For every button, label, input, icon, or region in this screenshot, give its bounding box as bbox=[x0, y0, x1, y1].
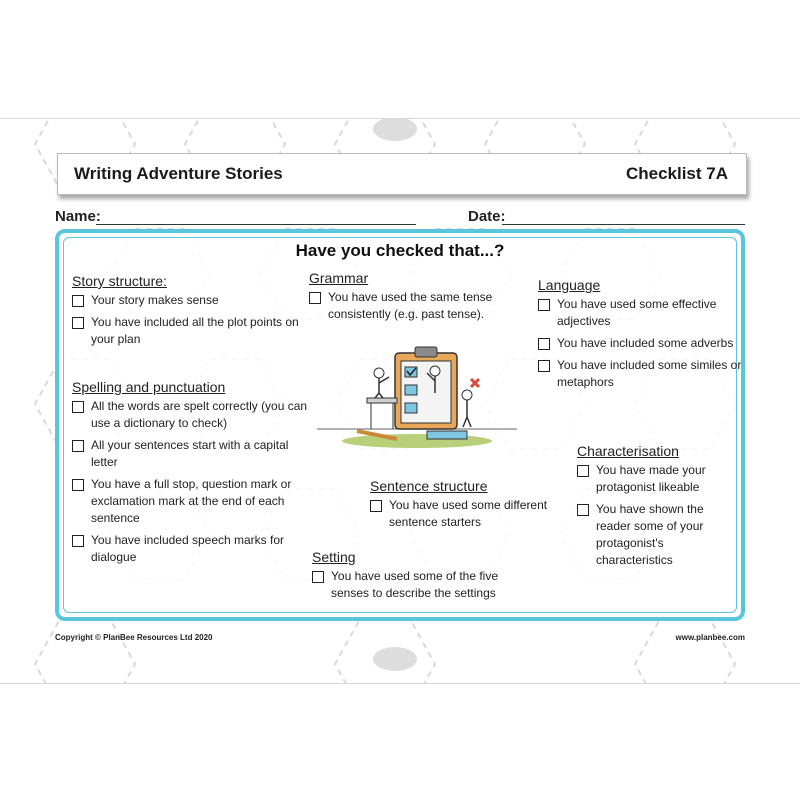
date-field[interactable] bbox=[502, 209, 745, 225]
grass-patch bbox=[342, 434, 492, 448]
checkbox[interactable] bbox=[577, 465, 589, 477]
checkbox[interactable] bbox=[309, 292, 321, 304]
checklist-item[interactable]: You have used some of the five senses to describe the settings bbox=[312, 568, 522, 602]
title-bar bbox=[57, 153, 747, 195]
checklist-item[interactable]: All your sentences start with a capital letter bbox=[72, 437, 317, 471]
checklist-item[interactable]: Your story makes sense bbox=[72, 292, 302, 309]
checklist-item[interactable]: You have used some different sentence starters bbox=[370, 497, 570, 531]
section-title: Spelling and punctuation bbox=[72, 379, 226, 395]
checklist-item[interactable]: All the words are spelt correctly (you can use a dictionary to check) bbox=[72, 398, 317, 432]
section-grammar bbox=[309, 270, 509, 328]
name-label: Name: bbox=[55, 208, 101, 225]
clipboard-clip bbox=[415, 347, 437, 357]
red-cross-mark bbox=[471, 379, 479, 387]
section-story-structure bbox=[72, 273, 302, 353]
checkbox[interactable] bbox=[72, 479, 84, 491]
checkbox[interactable] bbox=[538, 338, 550, 350]
section-title: Language bbox=[538, 277, 601, 293]
section-title: Characterisation bbox=[577, 443, 679, 459]
checkbox[interactable] bbox=[577, 504, 589, 516]
name-field[interactable] bbox=[96, 209, 416, 225]
stick-figure-middle bbox=[430, 366, 440, 376]
checklist-item[interactable]: You have a full stop, question mark or exclamation mark at the end of each sentence bbox=[72, 476, 317, 527]
checklist-panel bbox=[55, 229, 745, 621]
checkbox[interactable] bbox=[72, 295, 84, 307]
checkbox[interactable] bbox=[72, 535, 84, 547]
checkbox[interactable] bbox=[538, 360, 550, 372]
checkbox[interactable] bbox=[312, 571, 324, 583]
section-title: Setting bbox=[312, 549, 356, 565]
worksheet-page bbox=[0, 118, 800, 684]
checkbox[interactable] bbox=[370, 500, 382, 512]
scaffold-plank bbox=[367, 398, 397, 403]
checkbox[interactable] bbox=[72, 401, 84, 413]
checklist-item[interactable]: You have shown the reader some of your protagonist's characteristics bbox=[577, 501, 727, 569]
copyright-text: Copyright © PlanBee Resources Ltd 2020 bbox=[55, 633, 213, 642]
section-spelling-punctuation bbox=[72, 379, 317, 571]
stick-figure-right bbox=[462, 390, 472, 400]
book bbox=[427, 431, 467, 439]
checklist-item[interactable]: You have used the same tense consistently (e.g. past tense). bbox=[309, 289, 509, 323]
section-language bbox=[538, 277, 743, 396]
checklist-item[interactable]: You have used some effective adjectives bbox=[538, 296, 743, 330]
checklist-id: Checklist 7A bbox=[625, 164, 728, 183]
checkbox[interactable] bbox=[538, 299, 550, 311]
checklist-item[interactable]: You have included some similes or metaphors bbox=[538, 357, 743, 391]
checklist-item[interactable]: You have made your protagonist likeable bbox=[577, 462, 727, 496]
panel-heading: Have you checked that...? bbox=[295, 241, 505, 260]
section-title: Story structure: bbox=[72, 273, 167, 289]
section-title: Sentence structure bbox=[370, 478, 488, 494]
section-title: Grammar bbox=[309, 270, 369, 286]
section-characterisation bbox=[577, 443, 727, 574]
section-setting bbox=[312, 549, 522, 607]
checklist-item[interactable]: You have included speech marks for dialogue bbox=[72, 532, 317, 566]
date-label: Date: bbox=[468, 208, 506, 225]
stick-figure-left bbox=[374, 368, 384, 378]
checklist-item[interactable]: You have included all the plot points on your plan bbox=[72, 314, 302, 348]
section-sentence-structure bbox=[370, 478, 570, 536]
checkbox[interactable] bbox=[72, 317, 84, 329]
checklist-item[interactable]: You have included some adverbs bbox=[538, 335, 743, 352]
checkbox[interactable] bbox=[72, 440, 84, 452]
clipboard-illustration bbox=[317, 343, 517, 448]
worksheet-title: Writing Adventure Stories bbox=[74, 164, 283, 183]
website-link[interactable]: www.planbee.com bbox=[675, 633, 745, 642]
